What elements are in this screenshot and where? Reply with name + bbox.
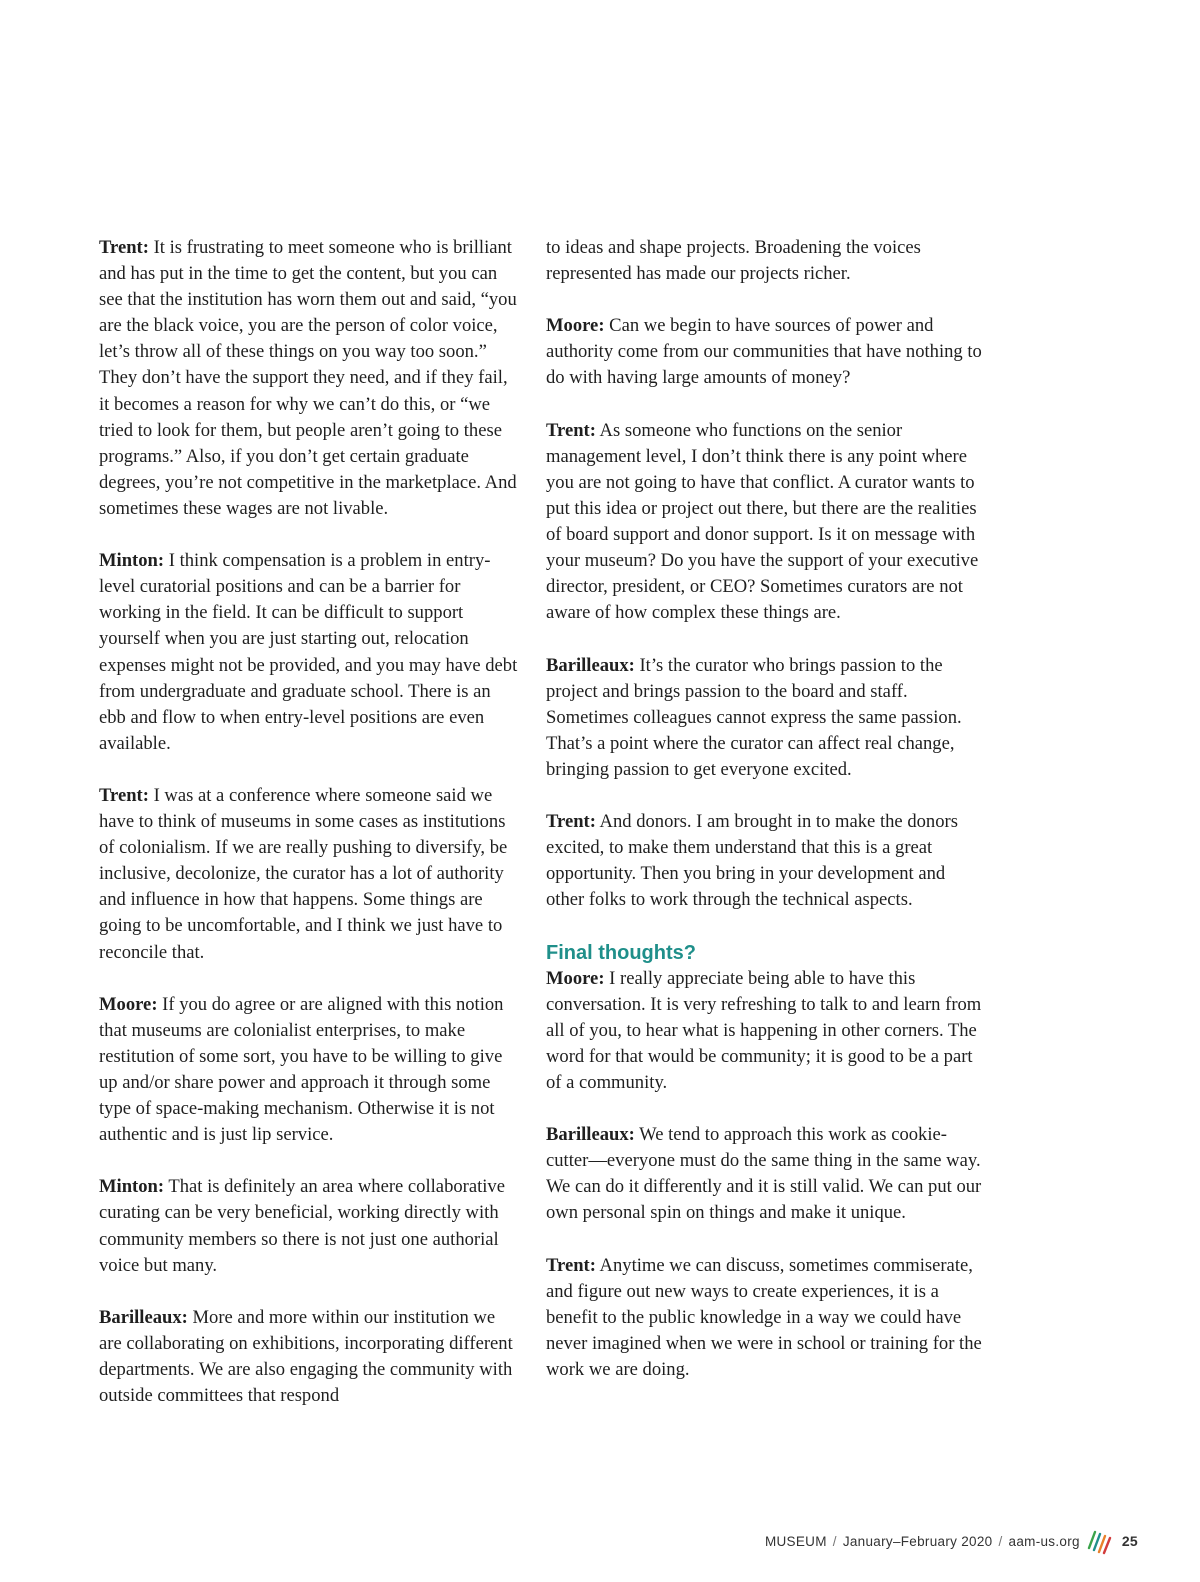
interview-paragraph [99,1305,520,1409]
magazine-name: MUSEUM [764,1533,827,1549]
paragraph-text: If you do agree or are aligned with this notion that museums are colonialist enterprises, to make restitution of some sort, you have to be willing to give up and/or share power and approach it through some type of space-making mechanism. Otherwise it is not authentic and is just lip service. [99,993,504,1146]
speaker-name: Trent: [546,1254,596,1276]
section-heading: Final thoughts? [546,941,696,964]
interview-paragraph [99,1174,520,1278]
page-number: 25 [1121,1533,1138,1549]
aam-stripes-logo-icon [1086,1526,1112,1556]
speaker-name: Trent: [546,811,596,833]
speaker-name: Trent: [546,419,596,441]
footer-separator: / [832,1533,837,1549]
paragraph-text: Anytime we can discuss, sometimes commiserate, and figure out new ways to create experiences, it is a benefit to the public knowledge in a way we could have never imagined when we were in school or training for the work we are doing. [546,1254,982,1380]
paragraph-text: Can we begin to have sources of power and authority come from our communities that have nothing to do with having large amounts of money? [546,315,982,389]
continued-paragraph: to ideas and shape projects. Broadening the voices represented has made our projects richer. [546,237,921,285]
issue-date: January–February 2020 [842,1533,993,1549]
interview-paragraph [546,966,982,1096]
speaker-name: Barilleaux: [546,654,635,676]
paragraph-text: I was at a conference where someone said we have to think of museums in some cases as institutions of colonialism. If we are really pushing to diversify, be inclusive, decolonize, the curator has a lot of authority and influence in how that happens. Some things are going to be uncomfortable, and I think we just have to reconcile that. [99,784,508,963]
left-column [99,235,520,1409]
paragraph-text: We tend to approach this work as cookie-cutter—everyone must do the same thing in the same way. We can do it differently and it is still valid. We can put our own personal spin on things and make it unique. [546,1124,982,1224]
speaker-name: Trent: [99,237,149,258]
speaker-name: Trent: [99,784,149,806]
website-link[interactable]: aam-us.org [1008,1533,1080,1549]
speaker-name: Minton: [99,550,165,572]
interview-paragraph [99,235,520,522]
interview-paragraph [99,783,520,966]
speaker-name: Moore: [99,993,158,1015]
speaker-name: Minton: [99,1176,165,1198]
paragraph-text: I really appreciate being able to have this conversation. It is very refreshing to talk to and learn from all of you, to hear what is happening in other corners. The word for that would be community; it is good to be a part of a community. [546,967,982,1093]
speaker-name: Barilleaux: [546,1124,635,1146]
footer-separator: / [998,1533,1003,1549]
interview-paragraph [546,809,982,913]
speaker-name: Barilleaux: [99,1306,188,1328]
paragraph-text: It’s the curator who brings passion to the project and brings passion to the board and staff. Sometimes colleagues cannot express the same passion. That’s a point where the curator can affect real change, bringing passion to get everyone excited. [546,654,962,780]
paragraph-text: I think compensation is a problem in entry-level curatorial positions and can be a barrier for working in the field. It can be difficult to support yourself when you are just starting out, relocation expenses might not be provided, and you may have debt from undergraduate and graduate school. There is an ebb and flow to when entry-level positions are even available. [99,550,518,754]
interview-paragraph [99,992,520,1149]
interview-paragraph [546,1122,982,1226]
speaker-name: Moore: [546,315,605,337]
interview-paragraph [99,548,520,757]
paragraph-text: That is definitely an area where collaborative curating can be very beneficial, working directly with community members so there is not just one authorial voice but many. [99,1176,505,1276]
speaker-name: Moore: [546,967,605,989]
paragraph-text: More and more within our institution we are collaborating on exhibitions, incorporating different departments. We are also engaging the community with outside committees that respond [99,1306,513,1407]
paragraph-text: And donors. I am brought in to make the donors excited, to make them understand that this is a great opportunity. Then you bring in your development and other folks to work through the technical aspects. [546,811,958,911]
interview-paragraph [546,653,982,783]
right-column [546,235,982,1383]
paragraph-text: As someone who functions on the senior management level, I don’t think there is any point where you are not going to have that conflict. A curator wants to put this idea or project out there, but there are the realities of board support and donor support. Is it on message with your museum? Do you have the support of your executive director, president, or CEO? Sometimes curators are not aware of how complex these things are. [546,419,979,624]
interview-paragraph [546,313,982,391]
page-footer [765,1526,1138,1556]
interview-paragraph [546,418,982,627]
paragraph-text: It is frustrating to meet someone who is brilliant and has put in the time to get the content, but you can see that the institution has worn them out and said, “you are the black voice, you are the person of color voice, let’s throw all of these things on you way too soon.” They don’t have the support they need, and if they fail, it becomes a reason for why we can’t do this, or “we tried to look for them, but people aren’t going to these programs.” Also, if you don’t get certain graduate degrees, you’re not competitive in the marketplace. And sometimes these wages are not livable. [99,237,517,519]
interview-paragraph [546,1253,982,1383]
